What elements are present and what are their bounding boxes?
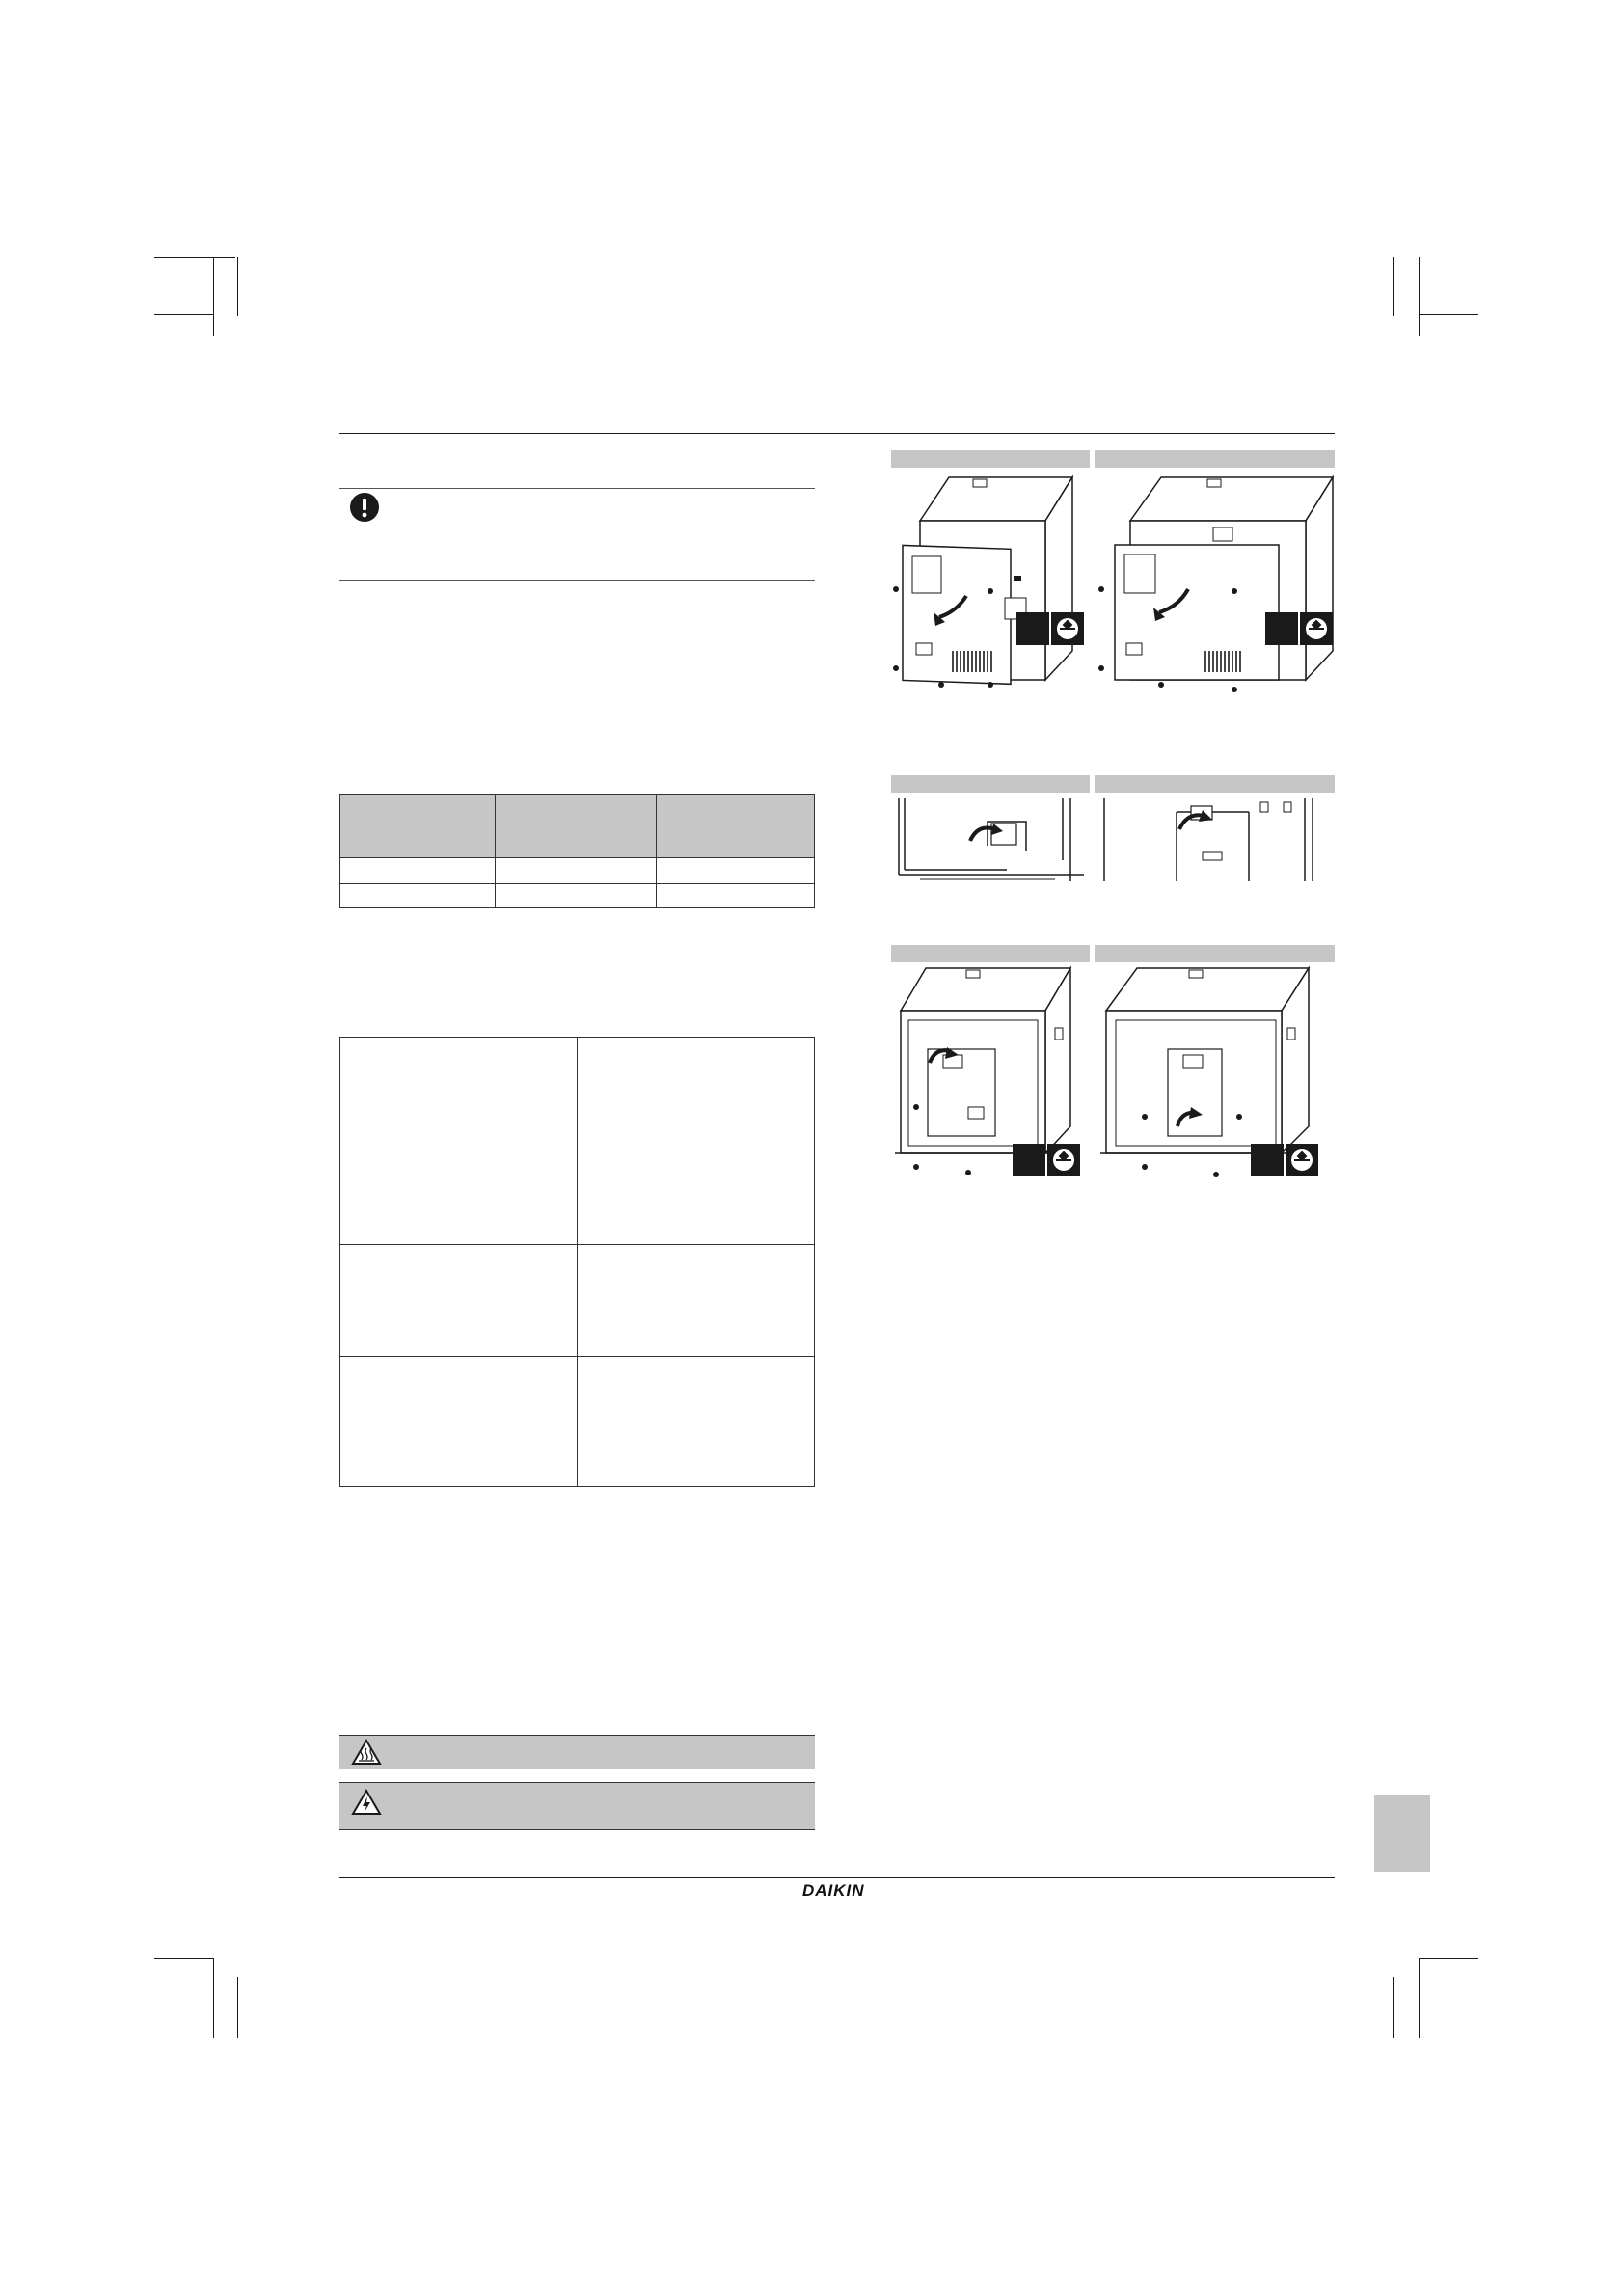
screwdriver-icon — [1053, 1149, 1074, 1171]
chapter-tab-marker — [1374, 1795, 1430, 1872]
electrical-hazard-warning-icon — [351, 1789, 382, 1816]
fig-open-front-panel-a — [891, 468, 1094, 709]
footer-rule — [339, 1877, 1335, 1878]
exclamation-icon — [349, 492, 380, 523]
brand-logo: DAIKIN — [802, 1881, 865, 1900]
hot-surface-banner — [339, 1735, 815, 1769]
header-rule — [339, 433, 1335, 434]
hot-surface-warning-icon — [351, 1739, 382, 1766]
fig-open-inner-panel-b — [1095, 962, 1335, 1184]
screwdriver-icon — [1057, 618, 1078, 639]
electrical-hazard-banner — [339, 1782, 815, 1830]
screwdriver-icon — [1306, 618, 1327, 639]
fig-open-front-panel-b — [1092, 468, 1335, 709]
fig-open-inner-panel-a — [891, 962, 1094, 1184]
screwdriver-icon — [1291, 1149, 1313, 1171]
fig-handle-detail-a — [891, 793, 1094, 889]
fig-handle-detail-b — [1095, 793, 1335, 889]
